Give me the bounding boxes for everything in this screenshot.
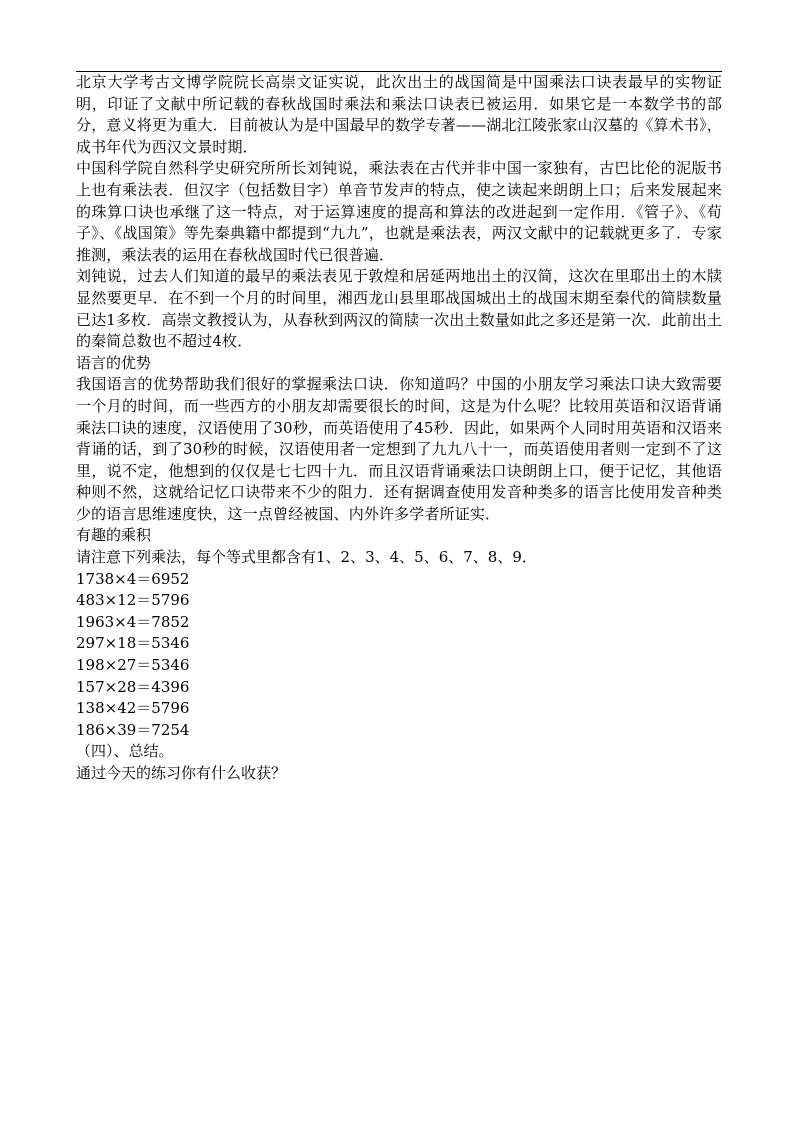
- document-body: [76, 72, 722, 785]
- equation-item: 157×28＝4396: [76, 677, 190, 696]
- paragraph-language-advantage: 我国语言的优势帮助我们很好的掌握乘法口诀．你知道吗？中国的小朋友学习乘法口诀大致需要一个月的时间，而一些西方的小朋友却需要很长的时间，这是为什么呢？比较用英语和汉语背诵乘法口诀的速度，汉语使用了30秒，而英语使用了45秒．因此，如果两个人同时用英语和汉语来背诵的话，到了30秒的时候，汉语使用者一定想到了九九八十一，而英语使用者则一定到不了这里，说不定，他想到的仅仅是七七四十九．而且汉语背诵乘法口诀朗朗上口，便于记忆，其他语种则不然，这就给记忆口诀带来不少的阻力．还有据调查使用发音种类多的语言比使用发音种类少的语言思维速度快，这一点曾经被国、内外许多学者所证实．: [76, 375, 722, 523]
- equation-item: 138×42＝5796: [76, 699, 190, 718]
- equation-item: 297×18＝5346: [76, 634, 190, 653]
- equation-item: 1738×4＝6952: [76, 569, 190, 588]
- equation-item: 186×39＝7254: [76, 720, 190, 739]
- paragraph-gao-chongwen: 北京大学考古文博学院院长高崇文证实说，此次出土的战国简是中国乘法口诀表最早的实物证明，印证了文献中所记载的春秋战国时乘法和乘法口诀表已被运用．如果它是一本数学书的部分，意义将更为重大．目前被认为是中国最早的数学专著——湖北江陵张家山汉墓的《算术书》，成书年代为西汉文景时期．: [76, 73, 722, 156]
- paragraph-equation-intro: 请注意下列乘法，每个等式里都含有1、2、3、4、5、6、7、8、9．: [76, 548, 537, 567]
- section-title-summary: （四）、总结。: [76, 742, 174, 761]
- equation-list: [76, 569, 722, 742]
- heading-interesting-products: 有趣的乘积: [76, 526, 152, 545]
- summary-question: 通过今天的练习你有什么收获？: [76, 764, 287, 782]
- heading-language-advantage: 语言的优势: [76, 353, 152, 372]
- equation-item: 198×27＝5346: [76, 656, 190, 675]
- paragraph-liu-dun-multiplication-table: 中国科学院自然科学史研究所所长刘钝说，乘法表在古代并非中国一家独有，古巴比伦的泥版书上也有乘法表．但汉字（包括数目字）单音节发声的特点，使之读起来朗朗上口；后来发展起来的珠算口诀也承继了这一特点，对于运算速度的提高和算法的改进起到一定作用．《管子》、《荀子》、《战国策》等先秦典籍中都提到“九九”，也就是乘法表，两汉文献中的记载就更多了．专家推测，乘法表的运用在春秋战国时代已很普遍．: [76, 159, 722, 264]
- equation-item: 483×12＝5796: [76, 591, 190, 610]
- paragraph-liye-bamboo-slips: 刘钝说，过去人们知道的最早的乘法表见于敦煌和居延两地出土的汉简，这次在里耶出土的木牍显然要更早．在不到一个月的时间里，湘西龙山县里耶战国城出土的战国末期至秦代的简牍数量已达1多枚．高崇文教授认为，从春秋到两汉的简牍一次出土数量如此之多还是第一次．此前出土的秦简总数也不超过4枚．: [76, 267, 722, 351]
- equation-item: 1963×4＝7852: [76, 612, 190, 631]
